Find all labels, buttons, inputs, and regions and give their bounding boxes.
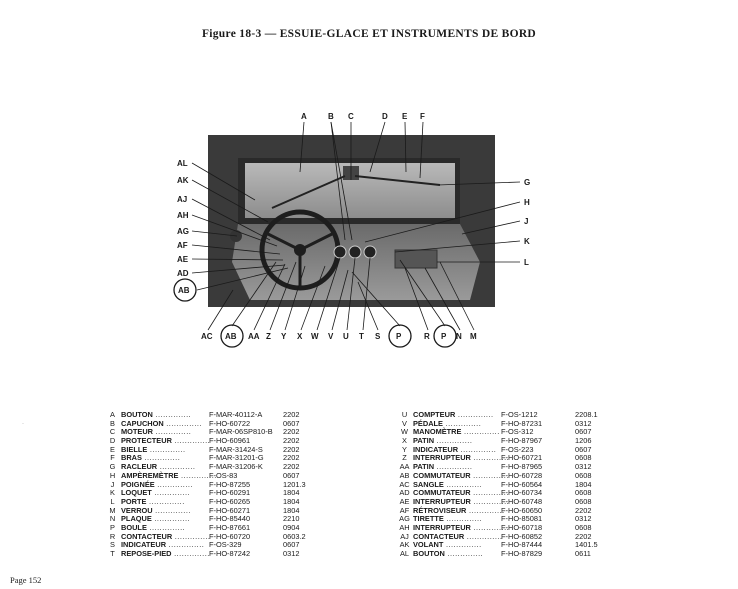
legend-quantity: 2202: [575, 531, 592, 541]
legend-name: VERROU ..............: [121, 505, 191, 515]
callout-b: B: [328, 112, 334, 121]
legend-quantity: 2210: [283, 514, 300, 524]
legend-name: CAPUCHON ..............: [121, 418, 203, 428]
legend-letter: AE: [399, 496, 410, 506]
legend-letter: U: [401, 410, 408, 419]
legend-quantity: 0607: [283, 418, 300, 428]
legend-letter: T: [110, 549, 115, 558]
legend-part-number: F-HO-85440: [209, 514, 251, 524]
legend-part-number: F-HO-60291: [209, 488, 251, 498]
legend-name: MANOMÈTRE ..............: [413, 427, 500, 437]
callout-u: U: [343, 332, 349, 341]
legend-name: INDICATEUR ..............: [121, 540, 205, 550]
legend-letter: E: [110, 444, 115, 454]
legend-letter: AB: [399, 470, 410, 480]
callout-p-1: P: [396, 332, 402, 341]
callout-j: J: [524, 217, 529, 226]
callout-p-2: P: [441, 332, 447, 341]
legend-part-number: F-HO-87661: [209, 522, 251, 532]
legend-quantity: 0608: [575, 522, 592, 532]
legend-name: MOTEUR ..............: [121, 427, 192, 437]
legend-part-number: F-OS-1212: [501, 410, 538, 419]
legend-letter: K: [110, 488, 115, 498]
callout-ac: AC: [201, 332, 213, 341]
legend-part-number: F-HO-60728: [501, 470, 543, 480]
callout-af: AF: [177, 241, 188, 250]
legend-quantity: 1804: [575, 479, 592, 489]
legend-letter: H: [109, 470, 116, 480]
legend-letter: D: [109, 436, 116, 446]
scan-mark: ·: [22, 421, 24, 427]
callout-ah: AH: [177, 211, 189, 220]
legend-name: BOULE ..............: [121, 522, 186, 532]
callout-x: X: [297, 332, 303, 341]
page-number: Page 152: [10, 575, 42, 585]
legend-name: PATIN ..............: [413, 462, 473, 472]
legend-right: [396, 411, 615, 559]
callout-g: G: [524, 178, 531, 187]
legend-name: COMPTEUR ..............: [413, 410, 494, 419]
legend-part-number: F-MAR-31424-S: [209, 444, 263, 454]
callout-a: A: [301, 112, 307, 121]
legend-name: PATIN ..............: [413, 436, 473, 446]
legend-part-number: F-OS-312: [501, 427, 534, 437]
callout-n: N: [456, 332, 462, 341]
legend-letter: M: [109, 505, 116, 515]
legend-quantity: 2202: [283, 410, 300, 419]
legend-left: [104, 411, 323, 559]
legend-name: PLAQUE ..............: [121, 514, 191, 524]
legend-quantity: 2202: [283, 462, 300, 472]
legend-part-number: F-HO-87231: [501, 418, 543, 428]
legend-name: LOQUET ..............: [121, 488, 191, 498]
legend-quantity: 0312: [575, 514, 592, 524]
legend-part-number: F-HO-87829: [501, 549, 543, 558]
legend-part-number: F-HO-87255: [209, 479, 251, 489]
callout-e: E: [402, 112, 408, 121]
legend-part-number: F-HO-60852: [501, 531, 543, 541]
legend-letter: AK: [399, 540, 410, 550]
legend-name: BIELLE ..............: [121, 444, 186, 454]
legend-quantity: 2202: [283, 427, 300, 437]
legend-name: PORTE ..............: [121, 496, 185, 506]
legend-letter: J: [110, 479, 115, 489]
legend-letter: R: [109, 531, 116, 541]
callout-m: M: [470, 332, 477, 341]
legend-name: INTERRUPTEUR ..............: [413, 496, 510, 506]
callout-al: AL: [177, 159, 188, 168]
legend-letter: G: [109, 462, 116, 472]
legend-part-number: F-HO-60720: [209, 531, 251, 541]
legend-quantity: 2202: [283, 436, 300, 446]
callout-ag: AG: [177, 227, 189, 236]
legend-part-number: F-HO-60961: [209, 436, 251, 446]
legend-name: RACLEUR ..............: [121, 462, 196, 472]
legend-name: BOUTON ..............: [121, 410, 192, 419]
callout-ab-bottom: AB: [225, 332, 237, 341]
legend-letter: X: [402, 436, 407, 446]
legend-letter: AD: [399, 488, 410, 498]
legend-quantity: 0603.2: [283, 531, 306, 541]
legend-name: TIRETTE ..............: [413, 514, 483, 524]
legend-letter: N: [109, 514, 116, 524]
gauge-3: [364, 246, 376, 258]
legend-quantity: 1206: [575, 436, 592, 446]
legend-part-number: F-HO-87967: [501, 436, 543, 446]
legend-quantity: 0608: [575, 470, 592, 480]
callout-aa: AA: [248, 332, 260, 341]
legend-part-number: F-HO-60271: [209, 505, 251, 515]
figure-title: Figure 18-3 — ESSUIE-GLACE ET INSTRUMENTS DE BORD: [201, 28, 537, 40]
legend-name: SANGLE ..............: [413, 479, 483, 489]
legend-part-number: F-OS-83: [209, 470, 238, 480]
legend-letter: S: [110, 540, 115, 550]
legend-letter: Y: [402, 444, 407, 454]
legend-part-number: F-HO-60718: [501, 522, 543, 532]
legend-part-number: F-HO-60734: [501, 488, 543, 498]
legend-name: AMPÈREMÈTRE ..............: [121, 470, 217, 480]
callout-f: F: [420, 112, 425, 121]
callout-k: K: [524, 237, 530, 246]
gauge-2: [349, 246, 361, 258]
legend-row: [396, 550, 615, 559]
legend-name: COMMUTATEUR ..............: [413, 488, 509, 498]
legend-letter: AG: [399, 514, 410, 524]
callout-v: V: [328, 332, 334, 341]
legend-part-number: F-HO-60265: [209, 496, 251, 506]
callout-h: H: [524, 198, 530, 207]
legend-name: INTERRUPTEUR ..............: [413, 453, 510, 463]
legend-name: BOUTON ..............: [413, 549, 484, 558]
legend-letter: B: [110, 418, 115, 428]
legend-letter: Z: [402, 453, 407, 463]
callout-t: T: [359, 332, 364, 341]
callout-ab-left: AB: [178, 286, 190, 295]
legend-quantity: 0611: [575, 549, 591, 558]
callout-y: Y: [281, 332, 287, 341]
legend-name: PÉDALE ..............: [413, 418, 482, 428]
legend-quantity: 0608: [575, 488, 592, 498]
legend-name: COMMUTATEUR ..............: [413, 470, 509, 480]
legend-quantity: 1201.3: [283, 479, 306, 489]
legend-part-number: F-HO-87242: [209, 549, 251, 558]
legend-letter: W: [401, 427, 408, 437]
legend-part-number: F-HO-60650: [501, 505, 543, 515]
callout-aj: AJ: [177, 195, 188, 204]
legend-letter: AA: [399, 462, 410, 472]
legend-row: [104, 550, 323, 559]
legend-letter: AJ: [400, 531, 409, 541]
legend-name: REPOSE-PIED ..............: [121, 549, 210, 558]
legend-name: VOLANT ..............: [413, 540, 482, 550]
legend-quantity: 0608: [575, 453, 592, 463]
legend-quantity: 0607: [575, 444, 592, 454]
legend-letter: L: [110, 496, 115, 506]
callout-z: Z: [266, 332, 271, 341]
legend-part-number: F-HO-87965: [501, 462, 543, 472]
legend-quantity: 2202: [283, 453, 300, 463]
legend-quantity: 0607: [283, 540, 300, 550]
legend-quantity: 1804: [283, 505, 300, 515]
legend-part-number: F-HO-60721: [501, 453, 543, 463]
legend-quantity: 0608: [575, 496, 592, 506]
legend-letter: C: [109, 427, 116, 437]
legend-letter: AH: [399, 522, 410, 532]
legend-letter: P: [110, 522, 115, 532]
callouts-bottom: [201, 325, 477, 347]
legend-quantity: 2208.1: [575, 410, 598, 419]
callouts-right: [524, 178, 530, 267]
legend-part-number: F-HO-85081: [501, 514, 543, 524]
gauge-1: [334, 246, 346, 258]
legend-name: INDICATEUR ..............: [413, 444, 497, 454]
glove-box: [395, 250, 437, 268]
callout-d: D: [382, 112, 388, 121]
callout-c: C: [348, 112, 354, 121]
callouts-top: [301, 112, 425, 121]
legend-quantity: 0607: [575, 427, 592, 437]
legend-part-number: F-HO-60564: [501, 479, 543, 489]
legend-letter: AL: [399, 549, 410, 558]
legend-letter: F: [110, 453, 115, 463]
callout-s: S: [375, 332, 381, 341]
callout-ak: AK: [177, 176, 189, 185]
legend-quantity: 0312: [575, 462, 592, 472]
callout-ad: AD: [177, 269, 189, 278]
legend-part-number: F-HO-87444: [501, 540, 543, 550]
legend-letter: AC: [399, 479, 410, 489]
legend-quantity: 0312: [575, 418, 592, 428]
legend-part-number: F-MAR-06SP810-B: [209, 427, 273, 437]
callout-ae: AE: [177, 255, 189, 264]
legend-letter: A: [110, 410, 115, 419]
legend-name: INTERRUPTEUR ..............: [413, 522, 510, 532]
legend-name: POIGNÉE ..............: [121, 479, 193, 489]
legend-part-number: F-MAR-31201-G: [209, 453, 264, 463]
legend-name: CONTACTEUR ..............: [121, 531, 211, 541]
legend-name: RÉTROVISEUR ..............: [413, 505, 505, 515]
legend-name: PROTECTEUR ..............: [121, 436, 211, 446]
legend-quantity: 0607: [283, 470, 300, 480]
legend-letter: V: [402, 418, 407, 428]
legend-quantity: 0312: [283, 549, 300, 558]
callout-r: R: [424, 332, 430, 341]
legend-part-number: F-HO-60748: [501, 496, 543, 506]
legend-part-number: F-HO-60722: [209, 418, 251, 428]
legend-quantity: 1804: [283, 496, 300, 506]
legend-quantity: 0904: [283, 522, 300, 532]
legend-part-number: F-OS-329: [209, 540, 242, 550]
legend-name: CONTACTEUR ..............: [413, 531, 503, 541]
legend-part-number: F-MAR-40112-A: [209, 410, 263, 419]
callout-l: L: [524, 258, 529, 267]
callout-w: W: [311, 332, 319, 341]
legend-quantity: 2202: [575, 505, 592, 515]
legend-part-number: F-OS-223: [501, 444, 534, 454]
legend-part-number: F-MAR-31206-K: [209, 462, 263, 472]
legend-name: BRAS ..............: [121, 453, 181, 463]
legend-quantity: 1401.5: [575, 540, 598, 550]
legend-letter: AF: [399, 505, 410, 515]
legend-quantity: 2202: [283, 444, 300, 454]
legend-quantity: 1804: [283, 488, 300, 498]
